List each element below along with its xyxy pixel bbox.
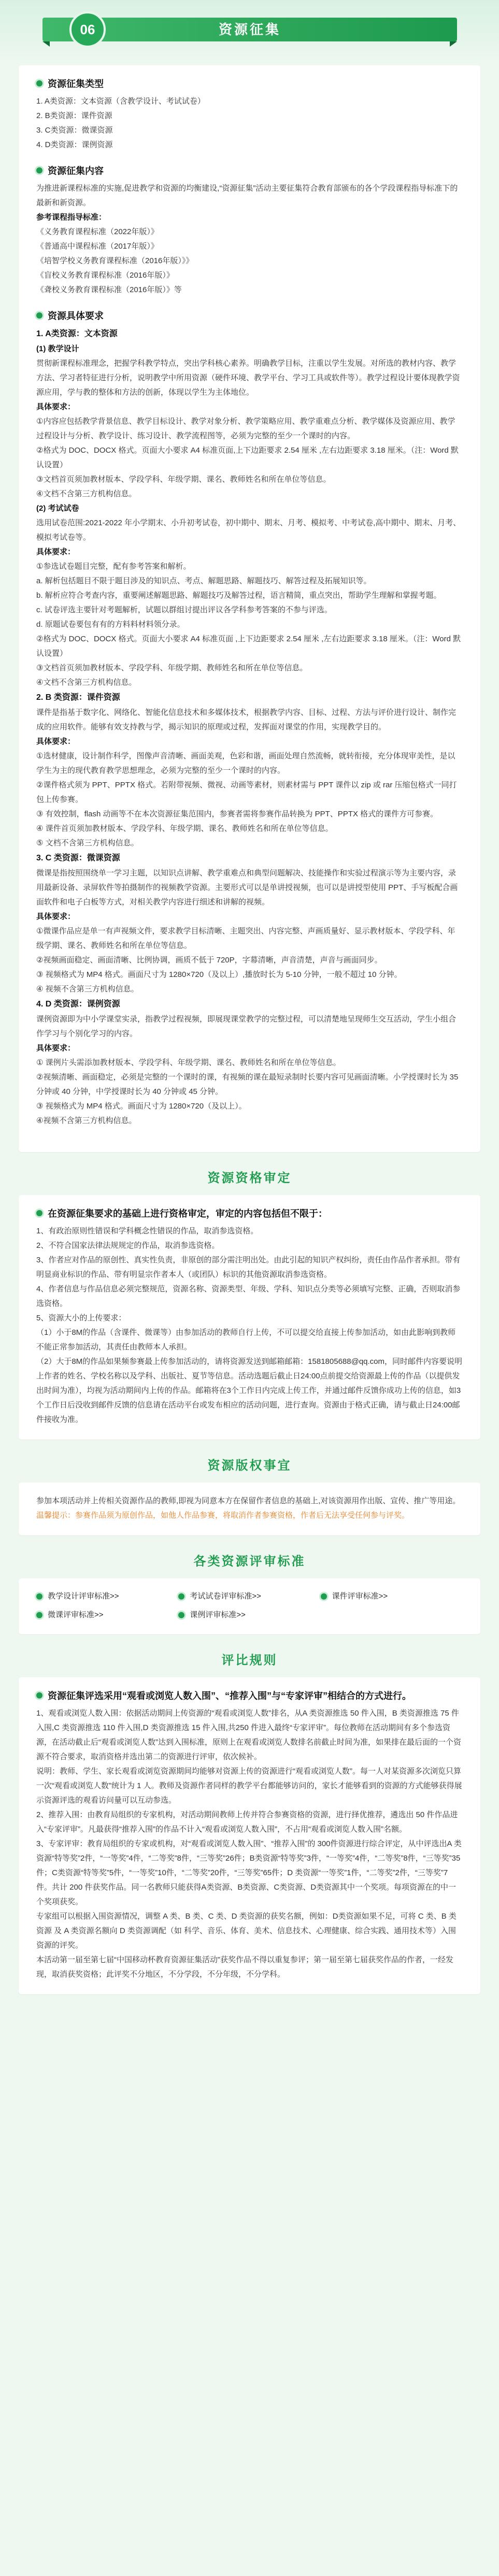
header-band <box>0 0 499 65</box>
bullet-icon <box>36 312 42 319</box>
spec-item: ③文档首页须加教材版本、学段学科、年级学期、教师姓名和所在单位等信息。 <box>36 664 308 672</box>
standard-link[interactable]: 教学设计评审标准>> <box>36 1590 178 1603</box>
spec-item: ②视频画面稳定、画面清晰、比例协调，画质不低于 720P，字幕清晰，声音清楚，声音与画面同步。 <box>36 956 382 965</box>
d-spec-title: 具体要求： <box>36 1044 76 1053</box>
spec-item: ④文档不含第三方机构信息。 <box>36 490 137 498</box>
a2-title: (2) 考试试卷 <box>36 504 79 513</box>
ref-item: 《普通高中课程标准（2017年版）》 <box>36 242 159 251</box>
ref-item: 《聋校义务教育课程标准（2016年版）》等 <box>36 285 182 294</box>
a1-desc: 贯彻新课程标准理念，把握学科教学特点，突出学科核心素养。明确教学目标，注重以学生发展。对所选的教材内容、教学方法、学习者特征进行分析，说明教学中所用资源（硬件环境、教学平台、学习工具或软件等）。教学过程设计要体现教学资源应用，学与教的整体和方法的创新，体现以学生为主体地位。 <box>36 359 460 397</box>
copyright-tip: 温馨提示：参赛作品须为原创作品，如他人作品参赛，将取消作者参赛资格，作者后无法享受任何参与评奖。 <box>36 1511 410 1520</box>
a1-title: (1) 教学设计 <box>36 344 79 353</box>
rule-item: 专家组可以根据入围资源情况，调整 A 类、B 类、C 类、D 类资源的获奖名额，例如：D类资源如果不足，可将 C 类、B 类资源 及 A 类资源名额向 D 类资源调配（如 科学、音乐、体育、美术、信息技术、心理健康、综合实践、通用技术等）入围资源的评奖。 <box>36 1912 457 1950</box>
spec-item: ③ 有效控制，flash 动画等不在本次资源征集范围内，参赛者需将参赛作品转换为 PPT、PPTX 格式的课件方可参赛。 <box>36 810 438 818</box>
standard-link[interactable]: 课件评审标准>> <box>321 1590 463 1603</box>
bullet-icon <box>36 1612 42 1618</box>
a-title: 1. A类资源：文本资源 <box>36 329 118 338</box>
copyright-card <box>19 1483 480 1535</box>
spec-item: ①内容应包括教学背景信息、教学目标设计、教学对象分析、教学策略应用、教学重难点分析、教学媒体及资源应用、教学过程设计与分析、教学设计、练习设计、教学流程图等，必须为完整的至少一个课时的内容。 <box>36 417 455 440</box>
section-ribbon <box>42 11 457 48</box>
spec-item: ④视频不含第三方机构信息。 <box>36 1116 137 1125</box>
ref-item: 《盲校义务教育课程标准（2016年版）》 <box>36 271 174 280</box>
review-card <box>19 1195 480 1440</box>
spec-item: ④ 视频不含第三方机构信息。 <box>36 985 139 994</box>
c-spec-title: 具体要求： <box>36 912 76 921</box>
rule-item: 说明：教师、学生、家长观看或浏览资源期间均能够对资源上传的资源进行“观看或浏览人数”。每一人对某资源多次浏览只算一次“观看或浏览人数”统计为 1 人。教师及资源作者同样的教学平台都能够访问的，家长才能够看到的资源的方式能够获得展示资源评选的观看访问量可以互动参选。 <box>36 1767 462 1805</box>
c-title: 3. C 类资源：微课资源 <box>36 854 120 862</box>
content-intro: 为推进新课程标准的实施,促进教学和资源的均衡建设,“资源征集”活动主要征集符合教育部颁布的各个学段课程指导标准下的最新和新资源。 <box>36 184 458 207</box>
standards-heading: 各类资源评审标准 <box>193 1555 306 1568</box>
review-heading: 资源资格审定 <box>207 1171 292 1185</box>
c-desc: 微课是指按照围绕单一学习主题，以知识点讲解、教学重难点和典型问题解决、技能操作和实验过程演示等为主要内容，录用最新设备、录屏软件等拍摄制作的视频教学资源。主要形式可以是单讲授视频，也可以是讲授型使用 PPT、手写板配合画面软件和电子白板等方式，对相关教学内容进行细述和讲解的视频。 <box>36 869 458 906</box>
ref-title: 参考课程指导标准： <box>36 213 107 222</box>
spec-item: ①微课作品应是单一有声视频文件，要求教学目标清晰、主题突出、内容完整、声画质量好、显示教材版本、学段学科、年级学期、课名、教师姓名和所在单位等信息。 <box>36 927 455 950</box>
spec-item: ②格式为 DOC、DOCX 格式。页面大小要求 A4 标准页面,上下边距要求 2.54 厘米 ,左右边距要求 3.18 厘米。（注：Word 默认设置） <box>36 446 459 469</box>
spec-item: ④文档不含第三方机构信息。 <box>36 678 137 687</box>
review-item: （2）大于8M的作品如果频参赛最上传参加活动的，请将资源发送到邮箱邮箱：1581805688@qq.com，同时邮件内容要说明上作者的姓名、学校名称以及学科、出版社、夏节等信息。活动选题后截止日24:00点前提交给资源最上传的作品（以提供发出时间为准），均视为活动期间内上传的作品。邮箱将在3个工作日内完成上传工作，并通过邮件反馈你成功上传的信息，如3个工作日后没收到邮件反馈的信息请在活动平台或发布相应的活动问题，进行查询。资源由于格式正确，请与截止日24:00邮件接收为准。 <box>36 1357 463 1424</box>
rules-heading: 评比规则 <box>221 1653 278 1667</box>
requirements-title: 资源具体要求 <box>48 311 104 321</box>
d-title: 4. D 类资源：课例资源 <box>36 1000 120 1009</box>
list-item: 3. C类资源：微课资源 <box>36 126 113 135</box>
standard-link[interactable]: 微课评审标准>> <box>36 1608 178 1622</box>
review-item: 2、不符合国家法律法规规定的作品，取消参选资格。 <box>36 1241 220 1250</box>
types-title: 资源征集类型 <box>48 79 104 89</box>
a2-desc: 选用试卷范围:2021-2022 年小学期末、小升初考试卷，初中期中、期末、月考、模拟考、中考试卷,高中期中、期末、月考、模拟考试卷等。 <box>36 519 461 542</box>
spec-item: ③ 视频格式为 MP4 格式。画面尺寸为 1280×720（及以上）。 <box>36 1102 247 1111</box>
bullet-icon <box>36 1593 42 1600</box>
list-item: 2. B类资源：课件资源 <box>36 111 112 120</box>
list-item: 4. D类资源：课例资源 <box>36 140 113 149</box>
b-desc: 课件是指基于数字化、网络化、智能化信息技术和多媒体技术，根据教学内容、目标、过程、方法与评价进行设计、制作完成的应用软件。能够有效支持教与学，揭示知识的原理或过程，发挥面对课堂的作用，实现教学目的。 <box>36 708 457 731</box>
spec-item: ②格式为 DOC、DOCX 格式。页面大小要求 A4 标准页面 ,上下边距要求 2.54 厘米 ,左右边距要求 3.18 厘米。（注：Word 默认设置） <box>36 635 461 658</box>
standards-card <box>19 1578 480 1634</box>
spec-item: ④ 课件首页须加教材版本、学段学科、年级学期、课名、教师姓名和所在单位等信息。 <box>36 824 333 833</box>
rule-item: 2、推荐入围：由教育局组织的专家机构，对活动期间教师上传并符合参赛资格的资源，进行择优推荐，遴选出 50 件作品进入“专家评审”。凡最获得“推荐入围”的作品不计入“观看或浏览人数入围”，不占用“观看或浏览人数入围”名额。 <box>36 1810 458 1834</box>
collection-card <box>19 65 480 1152</box>
b-spec-title: 具体要求： <box>36 737 76 746</box>
ref-item: 《义务教育课程标准（2022年版）》 <box>36 227 159 236</box>
review-item: 3、作者应对作品的原创性、真实性负责，非原创的部分需注明出处。由此引起的知识产权纠纷，责任由作品作者承担。带有明显商业标识的作品、带有明显宗作者本人（或团队）标识的其他资源取消参选资格。 <box>36 1256 461 1279</box>
section-title: 资源征集 <box>218 22 281 37</box>
bullet-icon <box>36 1210 42 1216</box>
rule-item: 1、观看或浏览人数入围：依据活动期间上传资源的“观看或浏览人数”排名，从A 类资源推选 50 件入围，B 类资源推选 75 件入围,C 类资源推选 110 件入围,D 类资源推选 15 件入围,共250 件进入最终“专家评审”。每位教师在活动期间有多个参选资源，在活动截止后“观看或浏览人数”达到入围标准，原则上在观看或浏览人数排名前截止时间为准，如果排在最后面的一个资源不符合要求，取消资格并选出第二的资源进行评审，依次候补。 <box>36 1709 461 1761</box>
a1-spec-title: 具体要求： <box>36 402 76 411</box>
bullet-icon <box>178 1593 184 1600</box>
bullet-icon <box>321 1593 327 1600</box>
review-item: 5、资源大小的上传要求： <box>36 1314 126 1322</box>
content-title: 资源征集内容 <box>48 166 104 176</box>
requirements-section <box>36 309 463 1128</box>
review-item: 1、有政治原则性错误和学科概念性错误的作品，取消参选资格。 <box>36 1227 259 1235</box>
copyright-heading: 资源版权事宜 <box>207 1459 292 1473</box>
bullet-icon <box>178 1612 184 1618</box>
ref-item: 《培智学校义务教育课程标准（2016年版）》》 <box>36 256 194 265</box>
review-item: （1）小于8M的作品（含课件、微课等）由参加活动的教师自行上传，不可以提交给直接上传参加活动，如由此影响到教师不能正常参加活动，其责任由教师本人承担。 <box>36 1328 456 1351</box>
content-section <box>36 164 463 297</box>
bullet-icon <box>36 80 42 87</box>
copyright-text: 参加本项活动并上传相关资源作品的教师,即视为同意本方在保留作者信息的基础上,对该资源用作出版、宣传、推广等用途。 <box>36 1496 461 1505</box>
standard-link[interactable]: 课例评审标准>> <box>178 1608 320 1622</box>
spec-item: ②视频清晰、画面稳定，必须是完整的一个课时的课，有视频的课在最短录制时长要内容可见画面清晰。小学授课时长为 35 分钟或 40 分钟，中学授课时长为 40 分钟或 45 分钟。 <box>36 1073 459 1096</box>
standard-link[interactable]: 考试试卷评审标准>> <box>178 1590 320 1603</box>
spec-item: ①选材健康，设计制作科学，图像声音清晰、画面美观，色彩和谐，画面处理自然流畅，就转衔接，充分体现审美性，是以学生为主的现代教育教学思想理念，必须为完整的至少一个课时的内容。 <box>36 752 455 775</box>
review-title: 在资源征集要求的基础上进行资格审定，审定的内容包括但不限于： <box>48 1208 327 1219</box>
list-item: 1. A类资源：文本资源（含教学设计、考试试卷） <box>36 97 205 106</box>
rule-item: 本活动第一届至第七届“中国移动杯教育资源征集活动”获奖作品不得以重复参评；第一届至第七届获奖作品的作者，一经发现，取消获奖资格；此评奖不分地区，不分学段，不分年级，不分学科。 <box>36 1955 453 1979</box>
section-number-badge: 06 <box>69 11 106 48</box>
types-list <box>36 94 463 152</box>
spec-item: b. 解析应符合考查内容，重要阐述解题思路、解题技巧及解答过程，语言精简，重点突出，帮助学生理解和掌握考题。 <box>36 591 441 600</box>
spec-item: ③ 视频格式为 MP4 格式。画面尺寸为 1280×720（及以上）,播放时长为 5-10 分钟，一般不超过 10 分钟。 <box>36 970 402 979</box>
rules-title: 资源征集评选采用“观看或浏览人数入围”、“推荐入围”与“专家评审”相结合的方式进行。 <box>48 1691 411 1701</box>
rules-card <box>19 1677 480 1994</box>
bullet-icon <box>36 1692 42 1699</box>
review-item: 4、作者信息与作品信息必须完整规范，资源名称、资源类型、年级、学科、知识点分类等必须填写完整、正确，否则取消参选资格。 <box>36 1285 461 1308</box>
ribbon-fold-right <box>450 41 457 47</box>
footer-spacer <box>0 1994 499 2067</box>
types-section <box>36 77 463 152</box>
spec-item: ③文档首页须加教材版本、学段学科、年级学期、课名、教师姓名和所在单位等信息。 <box>36 475 331 484</box>
ribbon-fold-left <box>42 41 50 47</box>
spec-item: ⑤ 文档不含第三方机构信息。 <box>36 839 139 847</box>
spec-item: ②课件格式须为 PPT、PPTX 格式。若附带视频、微视、动画等素材，则素材需与 PPT 课件以 zip 或 rar 压缩包格式一同打包上传参赛。 <box>36 781 457 804</box>
spec-item: c. 试卷评选主要针对考题解析，试题以群组讨提出评议各学科参考答案的不参与评选。 <box>36 606 332 614</box>
bullet-icon <box>36 167 42 174</box>
spec-item: ① 课例片头需添加教材版本、学段学科、年级学期、课名、教师姓名和所在单位等信息。 <box>36 1058 341 1067</box>
spec-item: d. 原题试卷要包有有的方料料材料领分录。 <box>36 620 185 629</box>
spec-item: a. 解析包括题目不限于题目涉及的知识点、考点、解题思路、解题技巧、解答过程及拓展知识等。 <box>36 577 372 585</box>
rule-item: 3、专家评审：教育局组织的专家或机构，对“观看或浏览人数入围”、“推荐入围”的 300件资源进行综合评定，从中评选出A 类资源“特等奖”2件，“一等奖”4件，“二等奖”8件，“三等奖”26件；B类资源“特等奖”3件，“一等奖”4件，“二等奖”8件，“三等奖”35件；C类资源“特等奖”5件，“一等奖”10件，“二等奖”20件，“三等奖”65件；D 类资源“一等奖”1件，“二等奖”2件，“三等奖”7件。共计 200 件获奖作品。同一名教师只能获得A类资源、B类资源、C类资源、D类资源其中一个奖项。每项资源在的中一个奖项获奖。 <box>36 1839 462 1906</box>
a2-spec-title: 具体要求： <box>36 548 76 556</box>
spec-item: ①参选试卷题目完整，配有参考答案和解析。 <box>36 562 191 571</box>
b-title: 2. B 类资源：课件资源 <box>36 693 120 702</box>
d-desc: 课例资源即为中小学课堂实录，指教学过程视频，即展现课堂教学的完整过程，可以清楚地呈现师生交互活动，学生小组合作学习与个别化学习的内容。 <box>36 1015 457 1038</box>
